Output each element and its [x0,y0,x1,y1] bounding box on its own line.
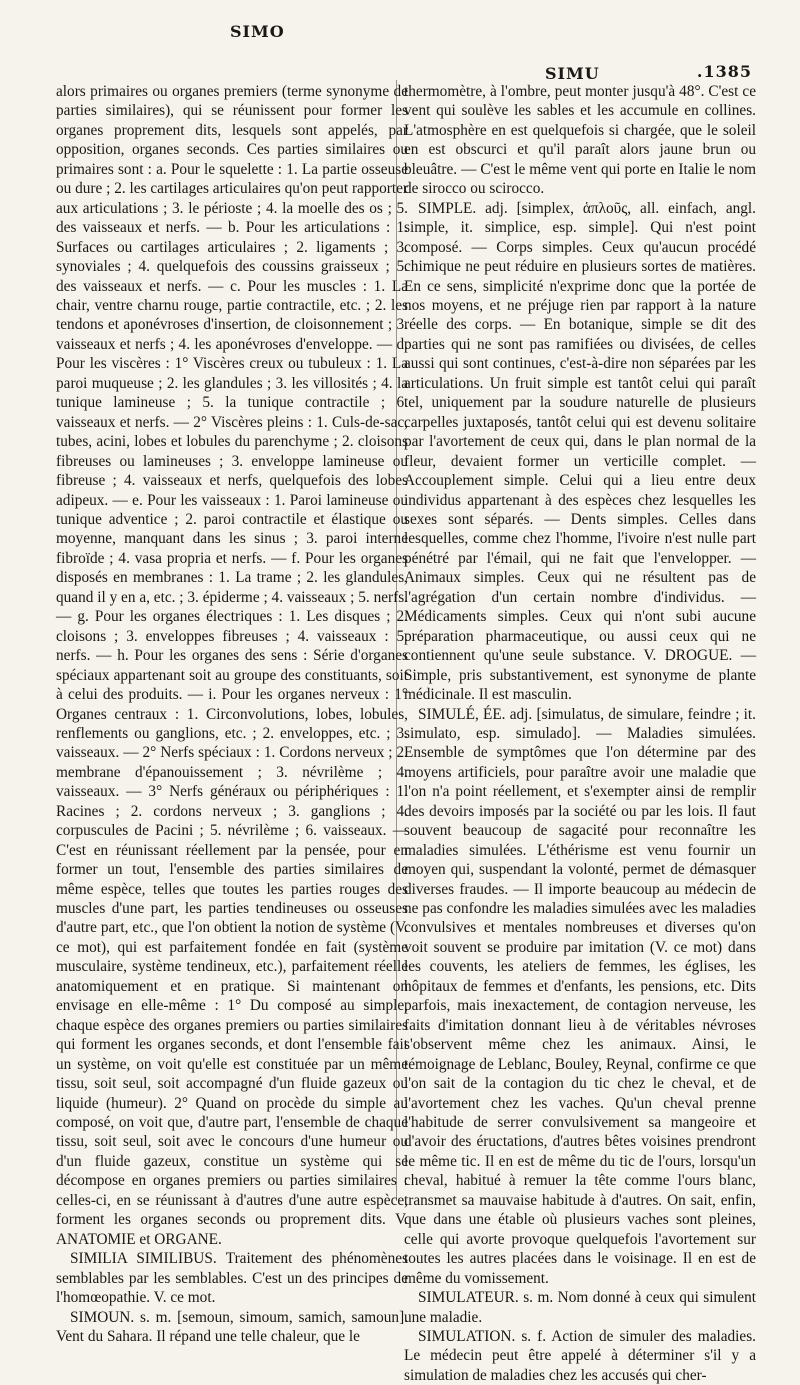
page-number: .1385 [696,62,752,81]
right-column [404,82,756,1385]
entry-simoun: SIMOUN. s. m. [semoun, simoum, samich, samoun]. Vent du Sahara. Il répand une telle chaleur, que le [56,1308,408,1345]
paragraph-continuation: alors primaires ou organes premiers (terme synonyme de parties similaires), qui se réunissent pour former les organes proprement dits, lesquels sont appelés, par opposition, organes seconds. Ces parties similaires ou primaires sont : a. Pour le squelette : 1. La partie osseuse ou dure ; 2. les cartilages articulaires qu'on peut rapporter aux articulations ; 3. le périoste ; 4. la moelle des os ; 5. des vaisseaux et nerfs. — b. Pour les articulations : 1. Surfaces ou cartilages articulaires ; 2. ligaments ; 3. synoviales ; 4. quelquefois des coussins graisseux ; 5. des vaisseaux et nerfs. — c. Pour les muscles : 1. La chair, ventre charnu rouge, partie contractile, etc. ; 2. les tendons et aponévroses d'insertion, de cloisonnement ; 3. vaisseaux et nerfs ; 4. les aponévroses d'enveloppe. — d. Pour les viscères : 1° Viscères creux ou tubuleux : 1. La paroi muqueuse ; 2. les glandules ; 3. les villosités ; 4. la tunique lamineuse ; 5. la tunique contractile ; 6. vaisseaux et nerfs. — 2° Viscères pleins : 1. Culs-de-sac, tubes, acini, lobes et lobules du parenchyme ; 2. cloisons fibreuses ou lamineuses ; 3. enveloppe lamineuse ou fibreuse ; 4. vaisseaux et nerfs, quelquefois des lobes adipeux. — e. Pour les vaisseaux : 1. Paroi lamineuse ou tunique adventice ; 2. paroi contractile et élastique ou moyenne, manquant dans les sinus ; 3. paroi interne fibroïde ; 4. vasa propria et nerfs. — f. Pour les organes disposés en membranes : 1. La trame ; 2. les glandules, quand il y en a, etc. ; 3. épiderme ; 4. vaisseaux ; 5. nerfs. — g. Pour les organes électriques : 1. Les disques ; 2. cloisons ; 3. enveloppes fibreuses ; 4. vaisseaux : 5. nerfs. — h. Pour les organes des sens : Série d'organes spéciaux appartenant soit au groupe des constituants, soit à celui des produits. — i. Pour les organes nerveux : 1° Organes centraux : 1. Circonvolutions, lobes, lobules, renflements ou ganglions, etc. ; 2. enveloppes, etc. ; 3. vaisseaux. — 2° Nerfs spéciaux : 1. Cordons nerveux ; 2. membrane d'épanouissement ; 3. névrilème ; 4. vaisseaux. — 3° Nerfs généraux ou périphériques : 1. Racines ; 2. cordons nerveux ; 3. ganglions ; 4. corpuscules de Pacini ; 5. névrilème ; 6. vaisseaux. — C'est en réunissant réellement par la pensée, pour en former un tout, l'ensemble des parties similaires de même espèce, telles que toutes les parties rouges des muscles d'une part, les parties tendineuses ou osseuses d'autre part, etc., que l'on obtient la notion de système (V. ce mot), qui est parfaitement fondée en fait (système musculaire, système tendineux, etc.), parfaitement réelle anatomiquement et en pratique. Si maintenant on envisage en elle-même : 1° Du composé au simple, chaque espèce des organes premiers ou parties similaires qui forment les organes seconds, et dont l'ensemble fait un système, on voit qu'elle est constituée par un même tissu, soit seul, soit accompagné d'un fluide gazeux ou liquide (humeur). 2° Quand on procède du simple au composé, on voit que, d'autre part, l'ensemble de chaque tissu, soit seul, soit avec le concours d'une humeur ou d'un fluide gazeux, constitue un système qui se décompose en organes premiers ou parties similaires : celles-ci, en se réunissant à d'autres d'une autre espèce, forment les organes seconds ou proprement dits. V. ANATOMIE et ORGANE. [56,83,408,1248]
entry-simule: SIMULÉ, ÉE. adj. [simulatus, de simulare, feindre ; it. simulato, esp. simulado]. — Maladies simulées. Ensemble de symptômes que l'on détermine par des moyens artificiels, pour paraître avoir une maladie que l'on n'a point réellement, et s'exempter ainsi de remplir des devoirs imposés par la société ou par les lois. Il faut souvent beaucoup de sagacité pour reconnaître les maladies simulées. L'éthérisme est venu fournir un moyen qui, suspendant la volonté, permet de démasquer diverses fraudes. — Il importe beaucoup au médecin de ne pas confondre les maladies simulées avec les maladies convulsives et mentales nombreuses et diverses qu'on voit souvent se produire par imitation (V. ce mot) dans les couvents, les ateliers de femmes, les églises, les hôpitaux de femmes et d'enfants, les pensions, etc. Dits parfois, mais inexactement, de contagion nerveuse, les faits d'imitation donnant lieu à de véritables névroses s'observent même chez les animaux. Ainsi, le témoignage de Leblanc, Bouley, Reynal, confirme ce que l'on sait de la contagion du tic chez le cheval, et de l'avortement chez les vaches. Qu'un cheval prenne l'habitude de serrer convulsivement sa mangeoire et d'avoir des éructations, d'autres bêtes voisines prendront le même tic. Il en est de même du tic de l'ours, lorsqu'un cheval, habitué à remuer la tête comme l'ours blanc, transmet sa mauvaise habitude à d'autres. On sait, enfin, que dans une étable où plusieurs vaches sont pleines, celle qui avorte provoque quelquefois l'avortement sur toutes les autres placées dans le voisinage. Il en est de même du vomissement. [404,705,756,1287]
paragraph-continuation-right: thermomètre, à l'ombre, peut monter jusqu'à 48°. C'est ce vent qui soulève les sables et les accumule en collines. L'atmosphère en est quelquefois si chargée, que le soleil en est obscurci et qu'il paraît alors jaune brun ou bleuâtre. — C'est le même vent qui porte en Italie le nom de sirocco ou scirocco. [404,83,756,198]
entry-simple: SIMPLE. adj. [simplex, ἁπλοῦς, all. einfach, angl. simple, it. simplice, esp. simple]. Qui n'est point composé. — Corps simples. Ceux qu'aucun procédé chimique ne peut réduire en plusieurs sortes de matières. En ce sens, simplicité n'exprime donc que la portée de nos moyens, et ne préjuge rien par rapport à la nature réelle des corps. — En botanique, simple se dit des parties qui ne sont pas ramifiées ou divisées, de celles aussi qui sont continues, c'est-à-dire non séparées par les articulations. Un fruit simple est tantôt celui qui paraît tel, uniquement par la soudure naturelle de plusieurs carpelles juxtaposés, tantôt celui qui est devenu solitaire par l'avortement de ceux qui, dans le plan normal de la fleur, devaient former un verticille complet. — Accouplement simple. Celui qui a lieu entre deux individus appartenant à des espèces chez lesquelles les sexes sont séparés. — Dents simples. Celles dans lesquelles, comme chez l'homme, l'ivoire n'est nulle part pénétré par l'émail, qui ne fait que l'envelopper. — Animaux simples. Ceux qui ne résultent pas de l'agrégation d'un certain nombre d'individus. — Médicaments simples. Ceux qui n'ont subi aucune préparation pharmaceutique, ou aussi ceux qui ne contiennent qu'une seule substance. V. DROGUE. — Simple, pris substantivement, est synonyme de plante médicinale. Il est masculin. [404,199,756,704]
entry-similia-similibus: SIMILIA SIMILIBUS. Traitement des phénomènes semblables par les semblables. C'est un des principes de l'homœopathie. V. ce mot. [56,1250,408,1307]
entry-simulation: SIMULATION. s. f. Action de simuler des maladies. Le médecin peut être appelé à déterminer s'il y a simulation de maladies chez les accusés qui cher- [404,1328,756,1384]
running-head-left: SIMO [230,22,285,41]
running-head-right: SIMU [545,64,600,83]
left-column [56,82,408,1346]
entry-simulateur: SIMULATEUR. s. m. Nom donné à ceux qui simulent une maladie. [404,1289,756,1326]
